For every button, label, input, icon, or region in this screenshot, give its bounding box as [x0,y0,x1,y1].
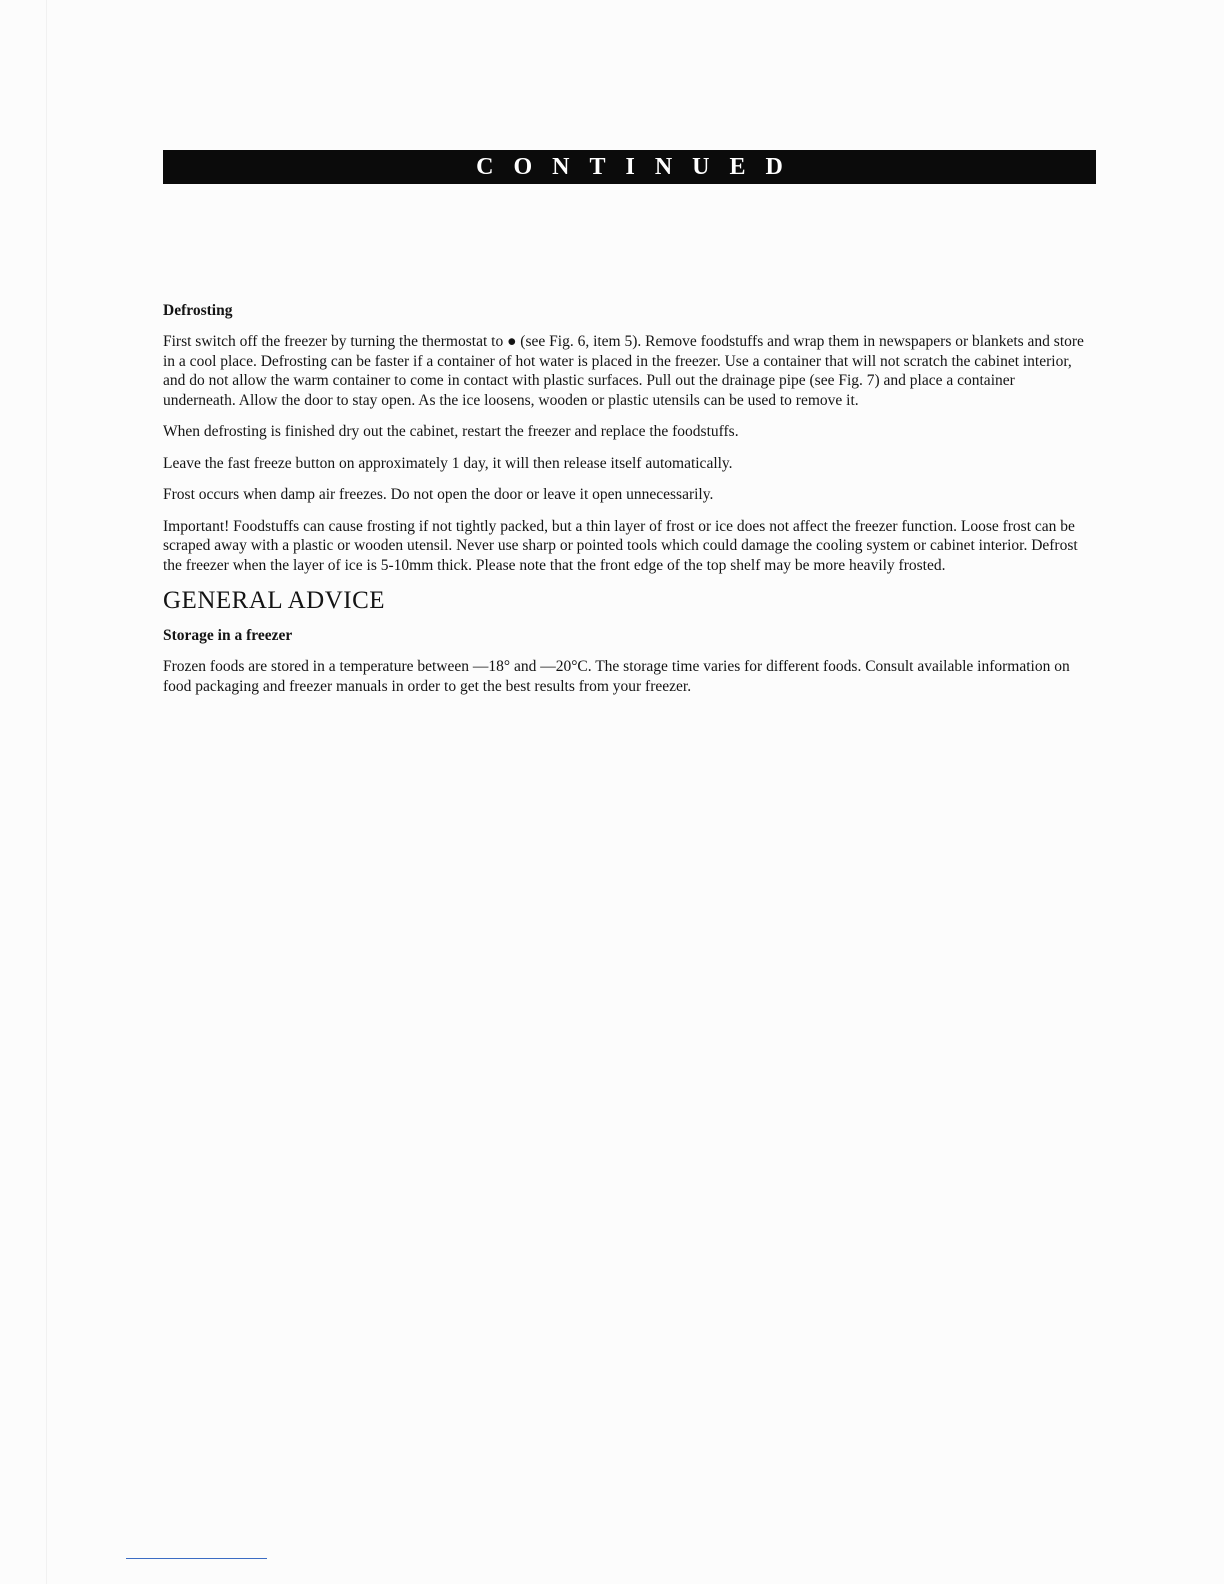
general-advice-heading: GENERAL ADVICE [163,587,386,614]
banner-text: CONTINUED [476,154,803,180]
defrosting-paragraph: Leave the fast freeze button on approximately 1 day, it will then release itself automatically. [163,454,733,472]
defrosting-paragraph: Frost occurs when damp air freezes. Do not open the door or leave it open unnecessarily. [163,486,714,503]
footnote-rule [126,1558,267,1559]
defrosting-paragraph: First switch off the freezer by turning the thermostat to ● (see Fig. 6, item 5). Remove foodstuffs and wrap them in newspapers or blankets and store in a cool place. Defrosting can be faster if a container of hot water is placed in the freezer. Use a container that will not scratch the cabinet interior, and do not allow the warm container to come in contact with plastic surfaces. Pull out the drainage pipe (see Fig. 7) and place a container underneath. Allow the door to stay open. As the ice loosens, wooden or plastic utensils can be used to remove it. [163,333,1084,409]
page-edge [46,0,47,1584]
storage-paragraph: Frozen foods are stored in a temperature between —18° and —20°C. The storage time varies for different foods. Consult available information on food packaging and freezer manuals in order to get the best results from your freezer. [163,658,1070,695]
continued-banner [163,150,1096,184]
storage-subheading: Storage in a freezer [163,627,293,644]
defrosting-heading: Defrosting [163,302,233,319]
document-body [163,302,1091,708]
defrosting-paragraph: When defrosting is finished dry out the cabinet, restart the freezer and replace the foodstuffs. [163,423,739,440]
defrosting-paragraph: Important! Foodstuffs can cause frosting if not tightly packed, but a thin layer of frost or ice does not affect the freezer function. Loose frost can be scraped away with a plastic or wooden utensil. Never use sharp or pointed tools which could damage the cooling system or cabinet interior. Defrost the freezer when the layer of ice is 5-10mm thick. Please note that the front edge of the top shelf may be more heavily frosted. [163,517,1078,574]
